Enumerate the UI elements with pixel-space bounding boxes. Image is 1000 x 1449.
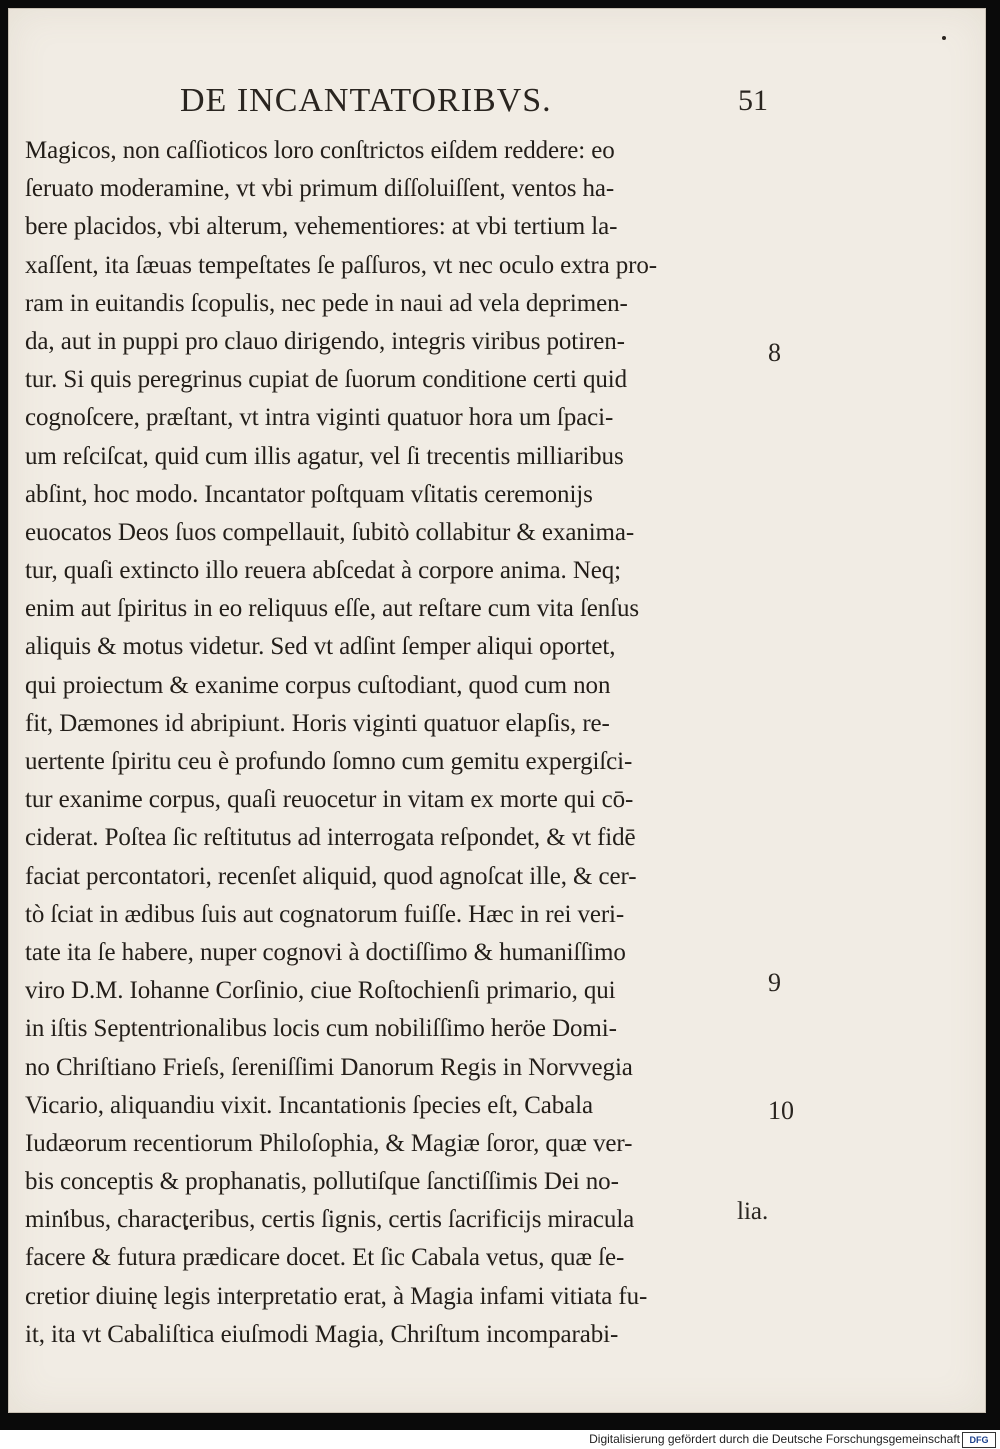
marginal-note: 9 [768, 968, 781, 997]
footer-bar [0, 1430, 1000, 1449]
text-line: qui proiectum & exanime corpus cuſtodiant, quod cum non [25, 671, 611, 699]
text-line: ſeruato moderamine, vt vbi primum diſſoluiſſent, ventos ha- [25, 175, 615, 203]
funding-credit: Digitalisierung gefördert durch die Deutsche Forschungsgemeinschaft [589, 1432, 960, 1446]
text-line: ciderat. Poſtea ſic reſtitutus ad interrogata reſpondet, & vt fidē [25, 824, 636, 852]
text-line: euocatos Deos ſuos compellauit, ſubitò collabitur & exanima- [25, 518, 635, 546]
dfg-logo-icon: DFG [962, 1432, 996, 1448]
text-line: da, aut in puppi pro clauo dirigendo, integris viribus potiren- [25, 327, 625, 355]
page-number: 51 [738, 84, 768, 117]
text-line: cretior diuinę legis interpretatio erat, à Magia infami vitiata fu- [25, 1282, 648, 1310]
text-line: tur, quaſi extincto illo reuera abſcedat à corpore anima. Neq; [25, 557, 622, 585]
text-line: fit, Dæmones id abripiunt. Horis viginti quatuor elapſis, re- [25, 709, 610, 737]
text-line: viro D.M. Iohanne Corſinio, ciue Roſtochienſi primario, qui [25, 977, 616, 1005]
text-line: minibus, characteribus, certis ſignis, certis ſacrificijs miracula [25, 1206, 635, 1234]
text-line: Magicos, non caſſioticos loro conſtrictos eiſdem reddere: eo [25, 137, 615, 164]
running-head: DE INCANTATORIBVS. [180, 82, 552, 119]
text-line: Iudæorum recentiorum Philoſophia, & Magiæ ſoror, quæ ver- [25, 1129, 633, 1157]
text-line: no Chriſtiano Frieſs, ſereniſſimi Danorum Regis in Norvvegia [25, 1053, 633, 1081]
text-line: bis conceptis & prophanatis, pollutiſque ſanctiſſimis Dei no- [25, 1168, 619, 1196]
text-line: tò ſciat in ædibus ſuis aut cognatorum fuiſſe. Hæc in rei veri- [25, 900, 625, 928]
text-line: aliquis & motus videtur. Sed vt adſint ſemper aliqui oportet, [25, 633, 616, 661]
text-line: facere & futura prædicare docet. Et ſic Cabala vetus, quæ ſe- [25, 1244, 625, 1272]
text-line: in iſtis Septentrionalibus locis cum nobiliſſimo heröe Domi- [25, 1015, 617, 1043]
text-line: tur. Si quis peregrinus cupiat de ſuorum conditione certi quid [25, 366, 628, 394]
text-line: it, ita vt Cabaliſtica eiuſmodi Magia, Chriſtum incomparabi- [25, 1320, 619, 1348]
text-line: faciat percontatori, recenſet aliquid, quod agnoſcat ille, & cer- [25, 862, 637, 890]
text-line: uertente ſpiritu ceu è profundo ſomno cum gemitu expergiſci- [25, 748, 633, 775]
text-line: abſint, hoc modo. Incantator poſtquam vſitatis ceremonijs [25, 480, 593, 508]
ink-speck [942, 36, 946, 40]
text-line: tate ita ſe habere, nuper cognovi à doctiſſimo & humaniſſimo [25, 938, 626, 966]
text-line: Vicario, aliquandiu vixit. Incantationis ſpecies eſt, Cabala [25, 1091, 594, 1119]
body-text [25, 132, 775, 1354]
text-line: cognoſcere, præſtant, vt intra viginti quatuor hora um ſpaci- [25, 404, 614, 432]
marginal-note: 8 [768, 338, 781, 367]
text-line: ram in euitandis ſcopulis, nec pede in naui ad vela deprimen- [25, 289, 628, 317]
marginal-note: 10 [768, 1096, 794, 1125]
text-line: bere placidos, vbi alterum, vehementiores: at vbi tertium la- [25, 213, 618, 241]
text-line: tur exanime corpus, quaſi reuocetur in vitam ex morte qui cō- [25, 786, 634, 814]
text-line: enim aut ſpiritus in eo reliquus eſſe, aut reſtare cum vita ſenſus [25, 595, 640, 623]
catchword: lia. [737, 1198, 769, 1225]
text-line: um reſciſcat, quid cum illis agatur, vel ſi trecentis milliaribus [25, 442, 624, 470]
text-line: xaſſent, ita ſæuas tempeſtates ſe paſſuros, vt nec oculo extra pro- [25, 251, 657, 279]
